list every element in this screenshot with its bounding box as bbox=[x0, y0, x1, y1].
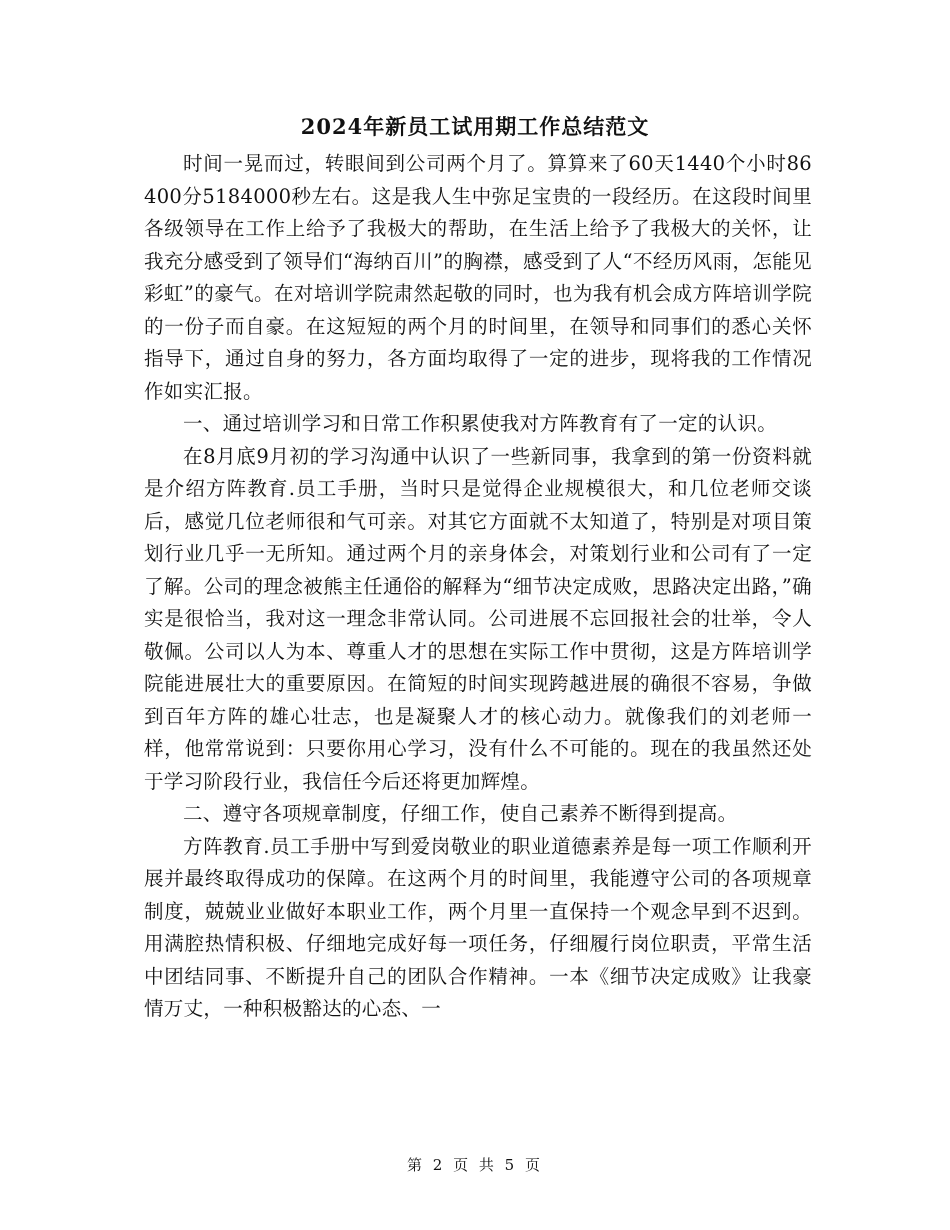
document-title: 2024年新员工试用期工作总结范文 bbox=[300, 114, 650, 139]
paragraph-intro: 时间一晃而过，转眼间到公司两个月了。算算来了60天1440个小时86400分5184000秒左右。这是我人生中弥足宝贵的一段经历。在这段时间里各级领导在工作上给予了我极大的帮助，在生活上给予了我极大的关怀，让我充分感受到了领导们“海纳百川”的胸襟，感受到了人“不经历风雨，怎能见彩虹”的豪气。在对培训学院肃然起敬的同时，也为我有机会成方阵培训学院的一份子而自豪。在这短短的两个月的时间里，在领导和同事们的悉心关怀指导下，通过自身的努力，各方面均取得了一定的进步，现将我的工作情况作如实汇报。 bbox=[144, 152, 812, 403]
document-body bbox=[144, 148, 812, 1026]
section-heading-1: 一、通过培训学习和日常工作积累使我对方阵教育有了一定的认识。 bbox=[183, 412, 778, 435]
paragraph-section-2: 方阵教育.员工手册中写到爱岗敬业的职业道德素养是每一项工作顺利开展并最终取得成功的保障。在这两个月的时间里，我能遵守公司的各项规章制度，兢兢业业做好本职业工作，两个月里一直保持一个观念早到不迟到。用满腔热情积极、仔细地完成好每一项任务，仔细履行岗位职责，平常生活中团结同事、不断提升自己的团队合作精神。一本《细节决定成败》让我豪情万丈，一种积极豁达的心态、一 bbox=[144, 834, 812, 1020]
paragraph-section-1: 在8月底9月初的学习沟通中认识了一些新同事，我拿到的第一份资料就是介绍方阵教育.员工手册，当时只是觉得企业规模很大，和几位老师交谈后，感觉几位老师很和气可亲。对其它方面就不太知道了，特别是对项目策划行业几乎一无所知。通过两个月的亲身体会，对策划行业和公司有了一定了解。公司的理念被熊主任通俗的解释为“细节决定成败，思路决定出路，”确实是很恰当，我对这一理念非常认同。公司进展不忘回报社会的壮举，令人敬佩。公司以人为本、尊重人才的思想在实际工作中贯彻，这是方阵培训学院能进展壮大的重要原因。在简短的时间实现跨越进展的确很不容易，争做到百年方阵的雄心壮志，也是凝聚人才的核心动力。就像我们的刘老师一样，他常常说到：只要你用心学习，没有什么不可能的。现在的我虽然还处于学习阶段行业，我信任今后还将更加辉煌。 bbox=[144, 444, 812, 793]
page-number-footer: 第 2 页 共 5 页 bbox=[407, 1156, 543, 1174]
section-heading-2: 二、遵守各项规章制度，仔细工作，使自己素养不断得到提高。 bbox=[183, 802, 738, 825]
